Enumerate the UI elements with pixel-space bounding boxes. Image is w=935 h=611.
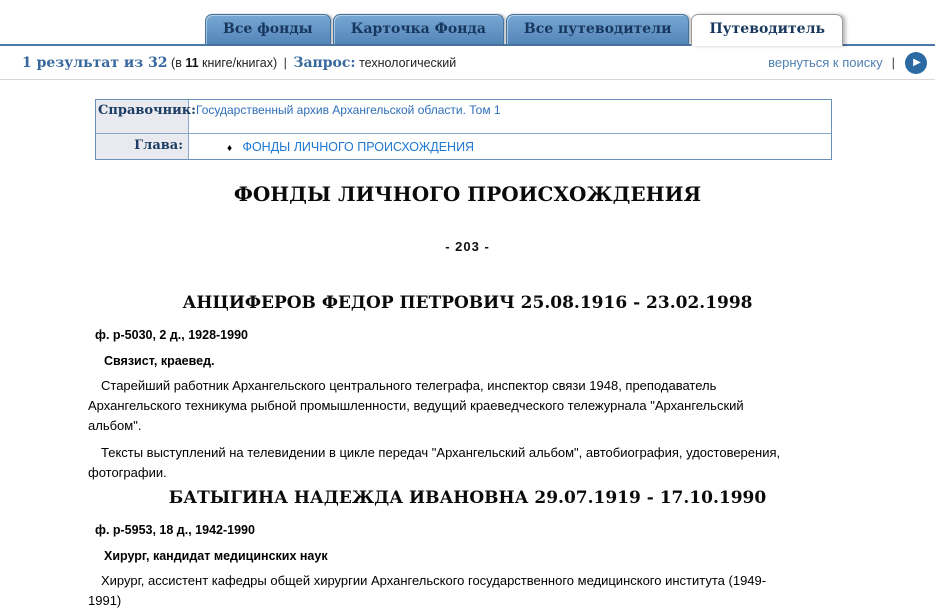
- tab-bar: [0, 0, 935, 46]
- tab-fond-card[interactable]: Карточка Фонда: [333, 14, 504, 44]
- entry-paragraph: Старейший работник Архангельского центрального телеграфа, инспектор связи 1948, преподаватель Архангельского техникума рыбной промышленности, ведущий краеведческого тележурнала "Архангельский альбом".: [88, 378, 744, 433]
- fond-entry: [0, 487, 935, 611]
- entry-heading: БАТЫГИНА НАДЕЖДА ИВАНОВНА 29.07.1919 - 17.10.1990: [168, 488, 767, 508]
- chapter-title: ФОНДЫ ЛИЧНОГО ПРОИСХОЖДЕНИЯ: [233, 182, 702, 206]
- diamond-bullet-icon: ♦: [227, 142, 233, 154]
- chapter-label: Глава:: [96, 134, 189, 159]
- search-context-table: [95, 99, 832, 160]
- page-number: - 203 -: [445, 239, 490, 254]
- chapter-link[interactable]: ФОНДЫ ЛИЧНОГО ПРОИСХОЖДЕНИЯ: [242, 139, 475, 154]
- tab-guide[interactable]: Путеводитель: [691, 14, 843, 46]
- results-count: 1 результат из 32: [22, 54, 168, 71]
- tab-all-guides[interactable]: Все путеводители: [506, 14, 690, 44]
- reference-label: Справочник:: [96, 100, 189, 133]
- books-count: 11: [185, 55, 199, 70]
- entry-paragraph: Тексты выступлений на телевидении в цикле передач "Архангельский альбом", автобиография, удостоверения, фотографии.: [88, 445, 781, 480]
- results-summary: [22, 55, 456, 71]
- query-label: Запрос:: [293, 54, 356, 71]
- back-divider: |: [891, 55, 895, 70]
- tab-all-fonds[interactable]: Все фонды: [205, 14, 331, 44]
- back-to-search-link[interactable]: вернуться к поиску: [768, 55, 883, 70]
- reference-cell: [189, 100, 501, 133]
- reference-link[interactable]: Государственный архив Архангельской области. Том 1: [196, 103, 501, 117]
- forward-button[interactable]: [905, 52, 927, 74]
- chapter-cell: [189, 140, 474, 154]
- reference-row: [96, 100, 831, 133]
- books-suffix: книге/книгах): [202, 55, 278, 70]
- results-actions: [768, 52, 927, 74]
- entry-paragraph: Хирург, ассистент кафедры общей хирургии Архангельского государственного медицинского института (1949-1991): [88, 573, 767, 608]
- books-prefix: (в: [171, 55, 182, 70]
- fond-profession: Связист, краевед.: [104, 354, 215, 368]
- fond-entries: [0, 292, 935, 611]
- chapter-row: [96, 133, 831, 159]
- fond-reference: ф. р-5953, 18 д., 1942-1990: [95, 523, 255, 537]
- fond-profession: Хирург, кандидат медицинских наук: [104, 549, 328, 563]
- entry-heading: АНЦИФЕРОВ ФЕДОР ПЕТРОВИЧ 25.08.1916 - 23.02.1998: [182, 293, 753, 313]
- fond-entry: [0, 292, 935, 483]
- results-divider: |: [283, 55, 287, 70]
- play-arrow-icon: ▶: [913, 56, 921, 68]
- fond-reference: ф. р-5030, 2 д., 1928-1990: [95, 328, 248, 342]
- query-value: технологический: [359, 55, 457, 70]
- results-bar: [0, 46, 935, 80]
